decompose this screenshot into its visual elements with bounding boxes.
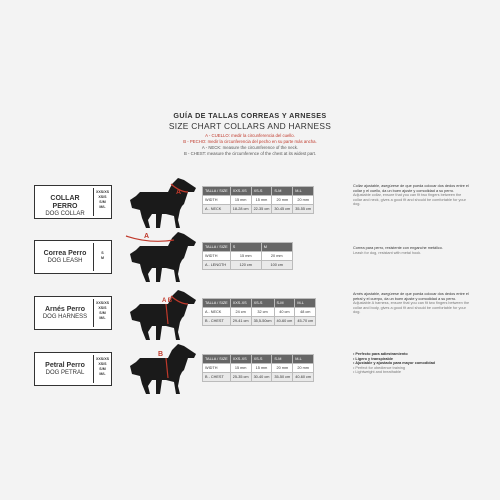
table-cell: 35-55 cm bbox=[293, 205, 314, 214]
table-cell: 20 mm bbox=[272, 196, 293, 205]
row-label: WIDTH bbox=[203, 252, 231, 261]
bullet-en: • Lightweight and breathable bbox=[353, 370, 401, 375]
table-col-header: XXS-XS bbox=[230, 299, 251, 308]
leash-description bbox=[353, 246, 471, 255]
measure-note-chest-es: B - PECHO: medir la circunferencia del pecho en su parte más ancha. bbox=[183, 139, 317, 144]
description-en: Adjustable A harness, ensure that you can fit two fingers between the collar and body, gives a good fit and should be comfortable for your dog. bbox=[353, 301, 470, 315]
harness-size-list bbox=[93, 299, 111, 327]
table-row bbox=[203, 373, 314, 382]
size-item: XS/S bbox=[98, 306, 107, 310]
measure-note-neck-en: A - NECK: measure the circumference of the neck. bbox=[201, 145, 299, 150]
table-col-header: S bbox=[230, 243, 261, 252]
table-cell: 32 cm bbox=[251, 308, 274, 317]
dog-harness-illustration bbox=[122, 282, 200, 344]
table-col-header: XXS-XS bbox=[230, 187, 251, 196]
description-es: Correa para perro, resistente con enganche metálico. bbox=[353, 246, 443, 250]
table-header-label: TALLA / SIZE bbox=[203, 299, 231, 308]
table-cell: 22-35 cm bbox=[251, 205, 272, 214]
table-col-header: XS-S bbox=[251, 187, 272, 196]
table-cell: 15 mm bbox=[230, 196, 251, 205]
table-row bbox=[203, 261, 293, 270]
chart-title-es: GUÍA DE TALLAS CORREAS Y ARNESES bbox=[173, 111, 327, 120]
leash-name-en: DOG LEASH bbox=[47, 258, 83, 264]
collar-size-table bbox=[202, 186, 314, 214]
row-label: B - CHEST bbox=[203, 373, 231, 382]
table-col-header: M-L bbox=[293, 355, 314, 364]
size-item: XS/S bbox=[98, 195, 107, 199]
row-label: WIDTH bbox=[203, 364, 231, 373]
size-item: XXS/XS bbox=[96, 301, 109, 305]
table-cell: 15 mm bbox=[251, 364, 272, 373]
measure-marker-a: A bbox=[176, 189, 182, 196]
table-header-label: TALLA / SIZE bbox=[203, 243, 231, 252]
table-col-header: M-L bbox=[295, 299, 316, 308]
petral-label-box bbox=[34, 352, 112, 386]
table-row bbox=[203, 364, 314, 373]
table-row bbox=[203, 308, 316, 317]
table-col-header: XS-S bbox=[251, 299, 274, 308]
dog-leash-illustration bbox=[122, 224, 200, 286]
table-row bbox=[203, 196, 314, 205]
table-col-header: XXS-XS bbox=[230, 355, 251, 364]
table-cell: 20 mm bbox=[261, 252, 292, 261]
table-col-header: XS-S bbox=[251, 355, 272, 364]
row-label: WIDTH bbox=[203, 196, 231, 205]
collar-label-box bbox=[34, 185, 112, 219]
table-cell: 45-70 cm bbox=[295, 317, 316, 326]
row-label: A - NECK bbox=[203, 308, 231, 317]
leash-size-list bbox=[93, 243, 111, 271]
table-cell: 40 cm bbox=[274, 308, 295, 317]
table-cell: 15 mm bbox=[230, 252, 261, 261]
leash-name-es: Correa Perro bbox=[43, 250, 87, 257]
harness-description bbox=[353, 292, 471, 315]
table-cell: 15 mm bbox=[230, 364, 251, 373]
petral-name-en: DOG PETRAL bbox=[45, 370, 85, 376]
collar-size-list bbox=[93, 188, 111, 216]
petral-name-es: Petral Perro bbox=[45, 362, 85, 369]
row-label: B - CHEST bbox=[203, 317, 231, 326]
size-item: S/M bbox=[99, 200, 106, 204]
collar-description bbox=[353, 184, 471, 207]
size-item: M/L bbox=[99, 205, 106, 209]
size-item: S/M bbox=[99, 311, 106, 315]
table-cell: 20 mm bbox=[293, 196, 314, 205]
table-cell: 30-40 cm bbox=[251, 373, 272, 382]
table-cell: 35,5-50cm bbox=[251, 317, 274, 326]
table-cell: 48 cm bbox=[295, 308, 316, 317]
petral-size-list bbox=[93, 355, 111, 383]
collar-name-en: DOG COLLAR bbox=[45, 211, 85, 217]
description-es: Arnés ajustable, asegúrese de que pueda colocar dos dedos entre el petral y el cuerpo, da un buen ajuste y comodidad a su perro. bbox=[353, 292, 469, 301]
size-item: XS/S bbox=[98, 362, 107, 366]
table-cell: 18-28 cm bbox=[230, 205, 251, 214]
table-col-header: S-M bbox=[272, 355, 293, 364]
bullet-es: • Perfecto para adiestramiento bbox=[353, 352, 408, 356]
table-header-label: TALLA / SIZE bbox=[203, 355, 231, 364]
leash-size-table bbox=[202, 242, 293, 270]
harness-name-es: Arnés Perro bbox=[44, 306, 86, 313]
harness-name-en: DOG HARNESS bbox=[42, 314, 88, 320]
description-en: Adjustable collar, ensure that you can fit two fingers between the collar and neck, gives a good fit and should be comfortable for your dog. bbox=[353, 193, 466, 207]
measure-marker-b: B bbox=[158, 351, 164, 358]
size-item: M/L bbox=[99, 372, 106, 376]
collar-name-es: COLLAR PERRO bbox=[50, 195, 80, 210]
table-cell: 20 mm bbox=[293, 364, 314, 373]
size-item: XXS/XS bbox=[96, 190, 109, 194]
measure-marker-ab: A B bbox=[162, 298, 173, 304]
table-cell: 15 mm bbox=[251, 196, 272, 205]
measure-note-chest-en: B - CHEST: measure the circumference of the chest at its widest part. bbox=[183, 151, 317, 156]
harness-size-table bbox=[202, 298, 316, 326]
table-cell: 100 cm bbox=[261, 261, 292, 270]
row-label: A - LENGTH bbox=[203, 261, 231, 270]
table-cell: 20 mm bbox=[272, 364, 293, 373]
table-cell: 40-60 cm bbox=[274, 317, 295, 326]
harness-label-box bbox=[34, 296, 112, 330]
table-row bbox=[203, 205, 314, 214]
table-row bbox=[203, 252, 293, 261]
bullet-en: • Perfect for obedience training bbox=[353, 365, 405, 370]
table-col-header: M-L bbox=[293, 187, 314, 196]
size-item: M bbox=[101, 256, 104, 260]
chart-title-en: SIZE CHART COLLARS AND HARNESS bbox=[168, 121, 332, 131]
bullet-es: • Ligero y transpirable bbox=[353, 356, 393, 361]
size-item: S/M bbox=[99, 367, 106, 371]
table-header-label: TALLA / SIZE bbox=[203, 187, 231, 196]
petral-size-table bbox=[202, 354, 314, 382]
row-label: A - NECK bbox=[203, 205, 231, 214]
table-cell: 24 cm bbox=[230, 308, 251, 317]
table-cell: 120 cm bbox=[230, 261, 261, 270]
table-cell: 40-60 cm bbox=[293, 373, 314, 382]
table-row bbox=[203, 317, 316, 326]
size-item: XXS/XS bbox=[96, 357, 109, 361]
petral-description bbox=[353, 352, 471, 375]
table-col-header: S-M bbox=[272, 187, 293, 196]
table-cell: 25-35 cm bbox=[230, 373, 251, 382]
leash-label-box bbox=[34, 240, 112, 274]
description-es: Collar ajustable, asegúrese de que pueda colocar dos dedos entre el collar y el cuello, da un buen ajuste y comodidad a su perro. bbox=[353, 184, 469, 193]
dog-collar-illustration bbox=[122, 170, 200, 232]
table-cell: 35-50 cm bbox=[272, 373, 293, 382]
table-cell: 30-45 cm bbox=[272, 205, 293, 214]
dog-petral-illustration bbox=[122, 336, 200, 398]
table-col-header: M bbox=[261, 243, 292, 252]
size-item: M/L bbox=[99, 316, 106, 320]
measure-note-neck-es: A - CUELLO: medir la circunferencia del cuello. bbox=[205, 133, 295, 138]
table-col-header: S-M bbox=[274, 299, 295, 308]
description-en: Leash for dog, resistant with metal hook. bbox=[353, 250, 422, 255]
measure-marker-a: A bbox=[144, 233, 150, 240]
size-item: S bbox=[101, 251, 104, 255]
bullet-es: • Ajustable y ajustado para mayor comodidad bbox=[353, 361, 435, 366]
table-cell: 29-41 cm bbox=[230, 317, 251, 326]
